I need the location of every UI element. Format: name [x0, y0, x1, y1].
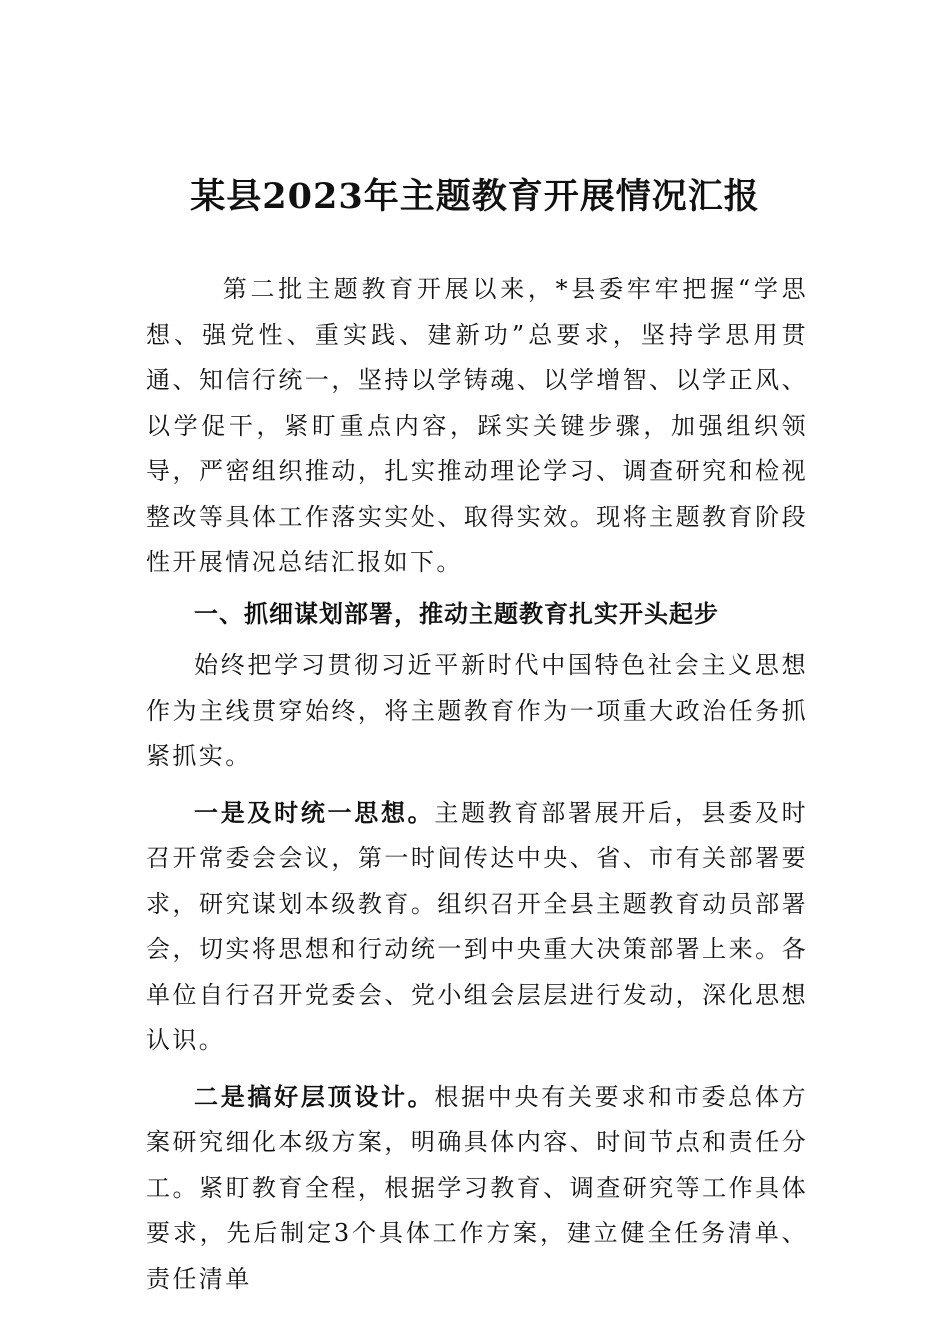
point-two-lead: 二是搞好层顶设计。 [194, 1081, 435, 1111]
section-summary-paragraph: 始终把学习贯彻习近平新时代中国特色社会主义思想作为主线贯穿始终，将主题教育作为一项重大政治任务抓紧抓实。 [146, 651, 808, 770]
point-one-lead: 一是及时统一思想。 [194, 797, 435, 827]
document-title: 某县2023年主题教育开展情况汇报 [190, 176, 760, 217]
point-one-text: 主题教育部署展开后，县委及时召开常委会会议，第一时间传达中央、省、市有关部署要求，研究谋划本级教育。组织召开全县主题教育动员部署会，切实将思想和行动统一到中央重大决策部署上来。各单位自行召开党委会、党小组会层层进行发动，深化思想认识。 [146, 798, 808, 1054]
section-heading: 一、抓细谋划部署，推动主题教育扎实开头起步 [194, 599, 719, 628]
point-one-paragraph [146, 790, 808, 1064]
document-body [146, 267, 808, 1302]
intro-paragraph: 第二批主题教育开展以来，*县委牢牢把握“学思想、强党性、重实践、建新功”总要求，坚持学思用贯通、知信行统一，坚持以学铸魂、以学增智、以学正风、以学促干，紧盯重点内容，踩实关键步骤，加强组织领导，严密组织推动，扎实推动理论学习、调查研究和检视整改等具体工作落实实处、取得实效。现将主题教育阶段性开展情况总结汇报如下。 [146, 275, 808, 576]
point-two-paragraph [146, 1074, 808, 1303]
point-two-text: 根据中央有关要求和市委总体方案研究细化本级方案，明确具体内容、时间节点和责任分工。紧盯教育全程，根据学习教育、调查研究等工作具体要求，先后制定3个具体工作方案，建立健全任务清单、责任清单 [146, 1082, 808, 1293]
